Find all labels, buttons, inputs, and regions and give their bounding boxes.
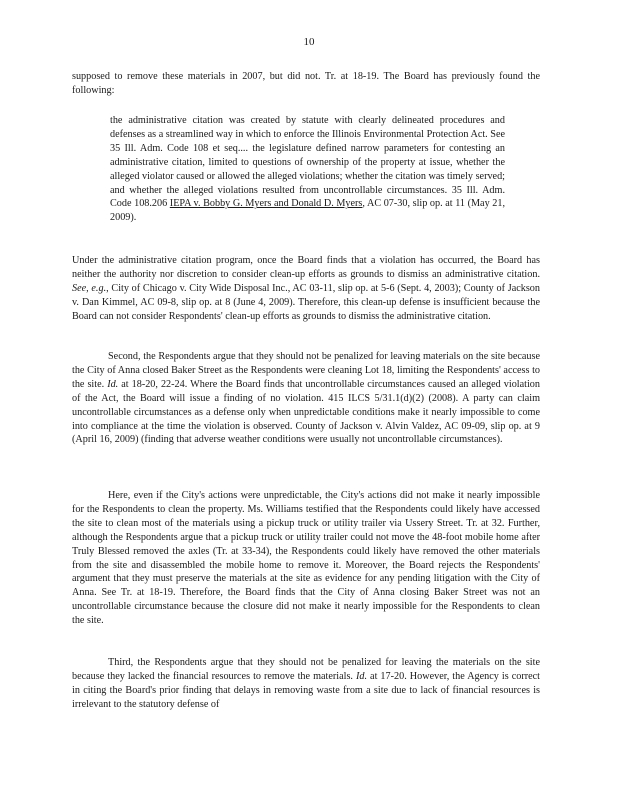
page-number: 10 (303, 36, 315, 48)
para5-text-a: Third, the Respondents argue that they should not be penalized for leaving the materials on the site because they lacked the financial resources to remove the materials. (72, 657, 540, 682)
id-signal: Id. (107, 378, 119, 390)
quote-citation: , AC 07-30, slip op. at 11 (May 21, 2009). (110, 198, 505, 224)
paragraph-financial-resources (72, 656, 540, 712)
quote-case-name: IEPA v. Bobby G. Myers and Donald D. Myers (169, 198, 363, 210)
block-quote (110, 114, 505, 225)
see-eg-signal: See, e.g. (72, 282, 107, 294)
quote-text: the administrative citation was created by statute with clearly delineated procedures and defenses as a streamlined way in which to enforce the Illinois Environmental Protection Act. See 35 Ill. Adm. Code 108 et seq.... the legislature defined narrow parameters for contesting an administrative citation, limited to questions of ownership of the property at issue, whether the alleged violator caused or allowed the alleged violations; whether the citation was timely served; and whether the alleged violations resulted from uncontrollable circumstances. 35 Ill. Adm. Code 108.206 (110, 115, 505, 210)
paragraph-cleanup-defense (72, 254, 540, 324)
para2-text-a: Under the administrative citation program, once the Board finds that a violation has occurred, the Board has neither the authority nor discretion to consider clean-up efforts as grounds to dismiss an administrative citation. (72, 255, 540, 280)
paragraph-city-actions: Here, even if the City's actions were unpredictable, the City's actions did not make it nearly impossible for the Respondents to clean the property. Ms. Williams testified that the Respondents could likely have accessed the site to clean most of the materials using a pickup truck or utility trailer via Ussery Street. Tr. at 32. Further, although the Respondents argue that a pickup truck or utility trailer could not move the 48-foot mobile home after Truly Blessed removed the axles (Tr. at 33-34), the Respondents could likely have removed the other materials from the site and disassembled the mobile home to remove it. Moreover, the Board rejects the Respondents' argument that they must preserve the materials at the site as evidence for any pending litigation with the City of Anna. See Tr. at 18-19. Therefore, the Board finds that the City of Anna closing Baker Street was not an uncontrollable circumstance because the closure did not make it nearly impossible for the Respondents to clean the site. (72, 490, 540, 627)
para3-text-a: Second, the Respondents argue that they should not be penalized for leaving materials on the site because the City of Anna closed Baker Street as the Respondents were cleaning Lot 18, limiting the Respondents' access to the site. (72, 351, 540, 390)
paragraph-uncontrollable-circumstances (72, 350, 540, 447)
para5-text-b: at 17-20. However, the Agency is correct in citing the Board's prior finding that delays in removing waste from a site due to lack of financial resources is irrelevant to the statutory defense of (72, 670, 540, 710)
para2-text-b: , City of Chicago v. City Wide Disposal Inc., AC 03-11, slip op. at 5-6 (Sept. 4, 2003); County of Jackson v. Dan Kimmel, AC 09-8, slip op. at 8 (June 4, 2009). Therefore, this clean-up defense is insufficient because the Board can not consider Respondents' clean-up efforts as grounds to dismiss the administrative citation. (72, 282, 540, 322)
id-signal-2: Id. (355, 670, 368, 682)
paragraph-intro: supposed to remove these materials in 2007, but did not. Tr. at 18-19. The Board has previously found the following: (72, 71, 540, 96)
para3-text-b: at 18-20, 22-24. Where the Board finds that uncontrollable circumstances caused an alleged violation of the Act, the Board will issue a finding of no violation. 415 ILCS 5/31.1(d)(2) (2008). A party can claim uncontrollable circumstances as a defense only when unpredictable conditions make it nearly impossible to come into compliance at the time the violation is observed. County of Jackson v. Alvin Valdez, AC 09-09, slip op. at 9 (April 16, 2009) (finding that adverse weather conditions were usually not uncontrollable circumstances). (72, 378, 540, 446)
